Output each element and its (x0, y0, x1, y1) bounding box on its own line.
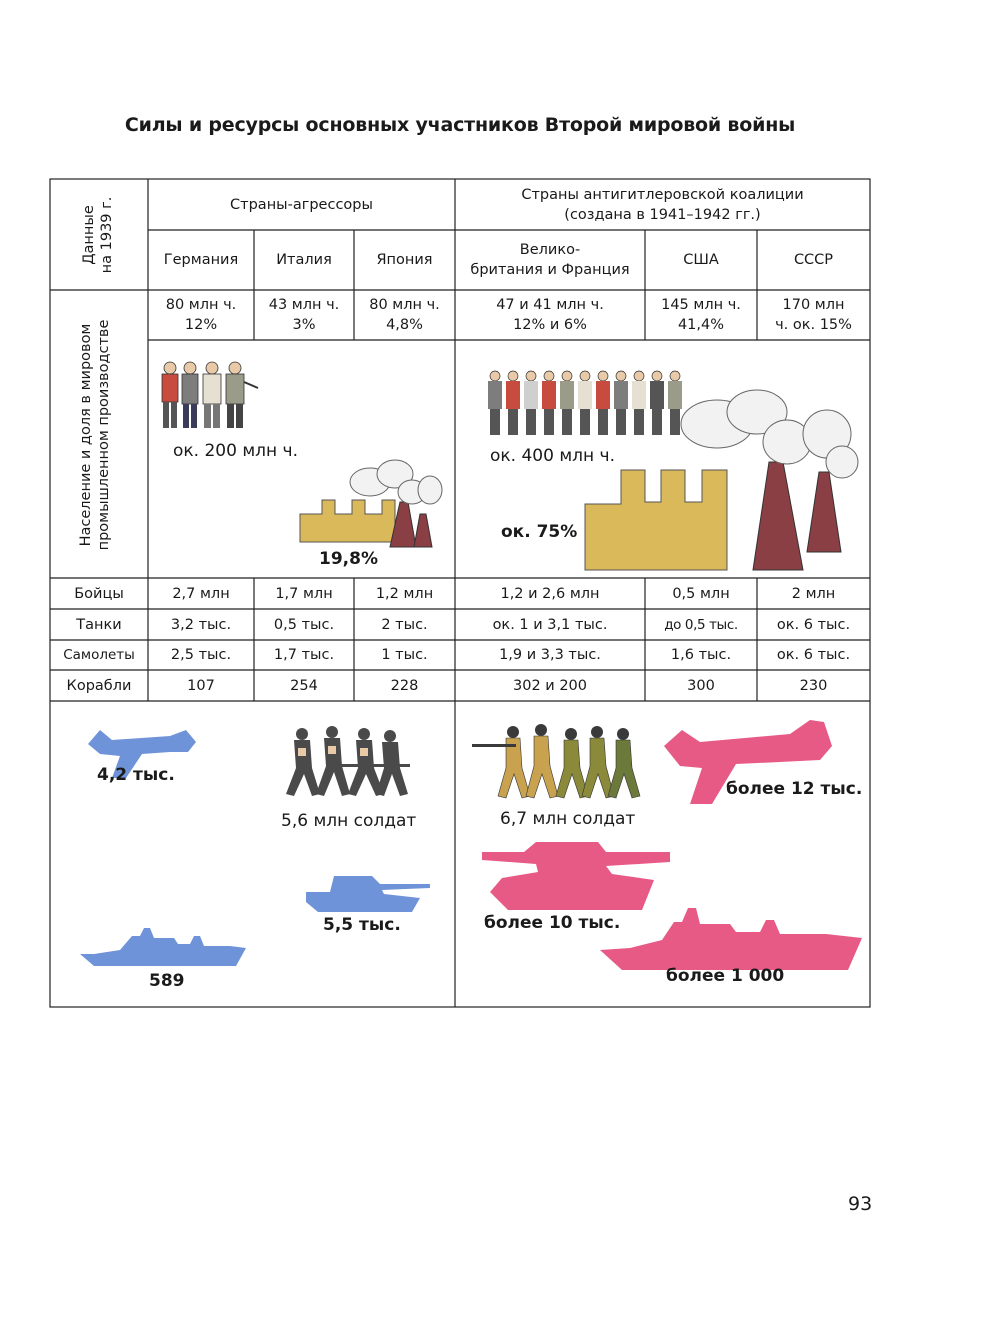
aggressors-population-label: ок. 200 млн ч. (173, 441, 298, 461)
population-value: 80 млн ч. (369, 297, 440, 313)
coalition-header (455, 179, 870, 230)
table-cell: 2,5 тыс. (170, 647, 232, 663)
aggressor-tanks-total: 5,5 тыс. (323, 915, 401, 935)
population-italy (254, 290, 354, 340)
table-cell: ок. 6 тыс. (776, 647, 851, 663)
table-cell: 300 (687, 677, 715, 694)
production-share: 4,8% (386, 317, 423, 333)
table-cell: 1,2 и 2,6 млн (500, 585, 600, 602)
population-ussr (757, 290, 870, 340)
people-crowd-icon (488, 371, 682, 435)
table-cell: до 0,5 тыс. (664, 616, 738, 633)
population-uk-france (455, 290, 645, 340)
table-cell: 1,6 тыс. (670, 647, 732, 663)
table-cell: 2 млн (791, 585, 836, 602)
aggressors-share-label: 19,8% (319, 549, 378, 569)
table-cell: 2 тыс. (381, 616, 428, 633)
coalition-ships-total: более 1 000 (666, 966, 785, 986)
production-share: ч. ок. 15% (775, 317, 852, 333)
production-share: 41,4% (677, 317, 725, 333)
page-title: Силы и ресурсы основных участников Второй мировой войны (124, 114, 796, 136)
coalition-tank-icon (478, 838, 678, 914)
table-cell: 302 и 200 (513, 677, 587, 694)
table-cell: 228 (390, 677, 419, 694)
table-cell: 230 (799, 677, 828, 694)
production-share: 12% и 6% (513, 317, 587, 333)
row-label-tanks: Танки (76, 616, 122, 633)
row-label-ships: Корабли (66, 677, 132, 694)
row-label-fighters: Бойцы (74, 585, 124, 602)
row-label-planes: Самолеты (63, 647, 135, 663)
factory-icon (300, 460, 442, 547)
country-ussr: СССР (793, 252, 834, 268)
aggressors-header: Страны-агрессоры (230, 196, 373, 213)
table-cell: 3,2 тыс. (170, 616, 232, 633)
population-value: 47 и 41 млн ч. (496, 297, 604, 313)
table-cell: 1 тыс. (381, 647, 428, 663)
coalition-tanks-total: более 10 тыс. (484, 913, 621, 933)
country-italy: Италия (276, 252, 332, 268)
population-value: 80 млн ч. (165, 297, 237, 313)
table-cell: 1,7 тыс. (273, 647, 335, 663)
table-cell: 1,2 млн (375, 585, 434, 602)
population-usa (645, 290, 757, 340)
production-share: 3% (292, 317, 316, 333)
coalition-planes-total: более 12 тыс. (726, 779, 863, 799)
production-share: 12% (184, 317, 218, 333)
page-number: 93 (848, 1193, 873, 1215)
country-usa: США (683, 252, 719, 268)
coalition-ship-icon (600, 904, 866, 974)
aggressor-soldiers-icon (280, 724, 412, 800)
population-germany (148, 290, 254, 340)
coalition-header-line1: Страны антигитлеровской коалиции (521, 186, 804, 203)
population-value: 145 млн ч. (661, 297, 741, 313)
table-cell: 2,7 млн (172, 585, 230, 602)
coalition-share-label: ок. 75% (501, 522, 578, 542)
table-cell: 1,9 и 3,3 тыс. (499, 647, 601, 663)
population-value: 43 млн ч. (268, 297, 340, 313)
table-cell: 107 (187, 677, 215, 694)
aggressor-planes-total: 4,2 тыс. (97, 765, 175, 785)
table-cell: ок. 1 и 3,1 тыс. (492, 616, 608, 633)
coalition-soldiers-icon (472, 722, 644, 802)
people-group-icon (162, 362, 258, 428)
country-japan: Япония (376, 252, 433, 268)
table-cell: 1,7 млн (275, 585, 333, 602)
table-cell: ок. 6 тыс. (776, 616, 851, 633)
aggressor-ships-total: 589 (149, 971, 185, 991)
table-cell: 254 (290, 677, 318, 694)
coalition-header-line2: (создана в 1941–1942 гг.) (564, 206, 761, 223)
population-japan (354, 290, 455, 340)
population-value: 170 млн (782, 297, 845, 313)
table-cell: 0,5 млн (672, 585, 730, 602)
aggressor-tank-icon (300, 868, 434, 918)
country-uk-france: Велико- британия и Франция (470, 242, 630, 278)
table-cell: 0,5 тыс. (273, 616, 335, 633)
aggressor-soldiers-total: 5,6 млн солдат (281, 811, 417, 831)
population-row-label: Население и доля в мировом промышленном производстве (78, 319, 112, 551)
aggressor-ship-icon (80, 924, 248, 970)
corner-label: Данные на 1939 г. (81, 196, 115, 274)
country-germany: Германия (163, 252, 239, 268)
coalition-population-label: ок. 400 млн ч. (490, 446, 615, 466)
coalition-soldiers-total: 6,7 млн солдат (500, 809, 636, 829)
